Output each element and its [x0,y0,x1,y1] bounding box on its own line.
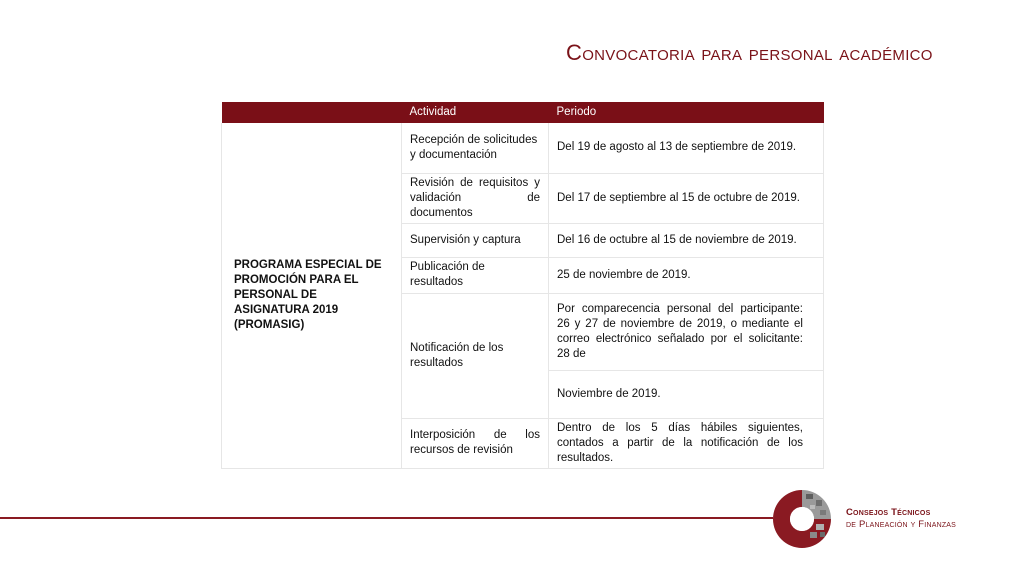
header-period: Periodo [549,102,824,123]
period-cell: 25 de noviembre de 2019. [549,257,824,293]
slide-title-text: Convocatoria para personal académico [566,40,933,65]
activity-cell: Interposición de los recursos de revisión [402,418,549,468]
brand-line-1: Consejos Técnicos [846,507,931,518]
period-cell: Dentro de los 5 días hábiles siguientes, contados a partir de la notificación de los resultados. [549,418,824,468]
program-cell: PROGRAMA ESPECIAL DE PROMOCIÓN PARA EL PERSONAL DE ASIGNATURA 2019 (PROMASIG) [222,123,402,468]
period-cell: Del 19 de agosto al 13 de septiembre de 2019. [549,123,824,173]
table-row [222,123,824,173]
brand-line-2: de Planeación y Finanzas [846,519,957,530]
table-header-row [222,102,824,123]
activity-cell: Recepción de solicitudes y documentación [402,123,549,173]
council-logo-icon [770,488,834,550]
activity-cell: Revisión de requisitos y validación de documentos [402,173,549,223]
period-cell: Del 16 de octubre al 15 de noviembre de 2019. [549,223,824,257]
period-cell: Del 17 de septiembre al 15 de octubre de 2019. [549,173,824,223]
activity-cell: Publicación de resultados [402,257,549,293]
footer-divider [0,517,790,519]
brand-text [846,507,956,531]
activity-table [221,102,824,469]
period-cell: Por comparecencia personal del participante: 26 y 27 de noviembre de 2019, o mediante el correo electrónico señalado por el solicitante: 28 de [549,293,824,370]
slide-title [566,40,1006,66]
activity-cell: Notificación de los resultados [402,293,549,418]
period-cell: Noviembre de 2019. [549,370,824,418]
header-activity: Actividad [402,102,549,123]
activity-cell: Supervisión y captura [402,223,549,257]
header-program [222,102,402,123]
